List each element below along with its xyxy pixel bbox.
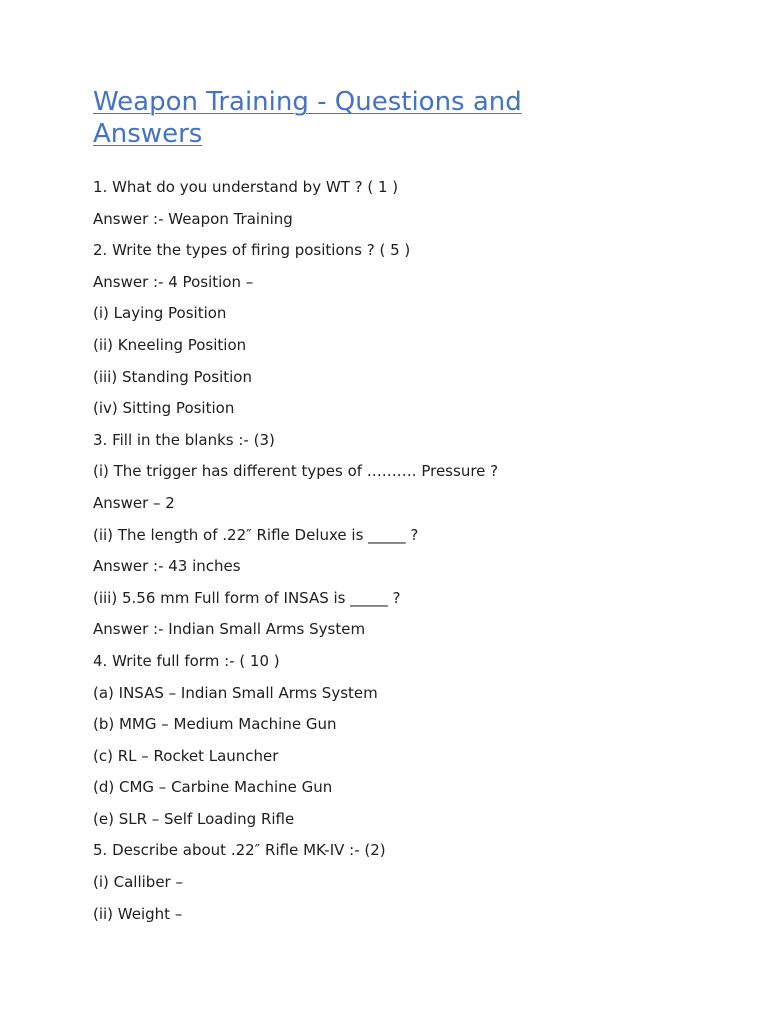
- answer-1: Answer :- Weapon Training: [93, 209, 293, 228]
- question-3-part-1: (i) The trigger has different types of ………. Pressure ?: [93, 462, 499, 481]
- question-3: 3. Fill in the blanks :- (3): [93, 430, 275, 449]
- question-1: 1. What do you understand by WT ? ( 1 ): [93, 178, 399, 196]
- question-3-part-2: (ii) The length of .22″ Rifle Deluxe is _____ ?: [93, 525, 419, 544]
- answer-2-item-2: (ii) Kneeling Position: [93, 335, 247, 354]
- answer-3-part-3: Answer :- Indian Small Arms System: [93, 620, 366, 639]
- answer-2-item-3: (iii) Standing Position: [93, 367, 252, 386]
- question-5: 5. Describe about .22″ Rifle MK-IV :- (2): [93, 841, 386, 860]
- answer-2: Answer :- 4 Position –: [93, 272, 254, 291]
- page-title: [93, 86, 613, 150]
- question-3-part-3: (iii) 5.56 mm Full form of INSAS is _____ ?: [93, 588, 401, 607]
- question-4: 4. Write full form :- ( 10 ): [93, 651, 280, 670]
- answer-3-part-1: Answer – 2: [93, 493, 175, 512]
- answer-4-item-c: (c) RL – Rocket Launcher: [93, 746, 279, 765]
- answer-4-item-a: (a) INSAS – Indian Small Arms System: [93, 683, 378, 702]
- title-link[interactable]: Weapon Training - Questions and Answers: [93, 87, 522, 149]
- answer-2-item-4: (iv) Sitting Position: [93, 399, 235, 418]
- answer-4-item-d: (d) CMG – Carbine Machine Gun: [93, 778, 333, 797]
- answer-4-item-b: (b) MMG – Medium Machine Gun: [93, 715, 337, 734]
- question-2: 2. Write the types of firing positions ? ( 5 ): [93, 241, 411, 260]
- answer-2-item-1: (i) Laying Position: [93, 304, 227, 323]
- qa-content: [93, 178, 498, 936]
- question-5-part-2: (ii) Weight –: [93, 904, 183, 923]
- question-5-part-1: (i) Calliber –: [93, 873, 183, 892]
- answer-3-part-2: Answer :- 43 inches: [93, 557, 241, 576]
- answer-4-item-e: (e) SLR – Self Loading Rifle: [93, 809, 295, 828]
